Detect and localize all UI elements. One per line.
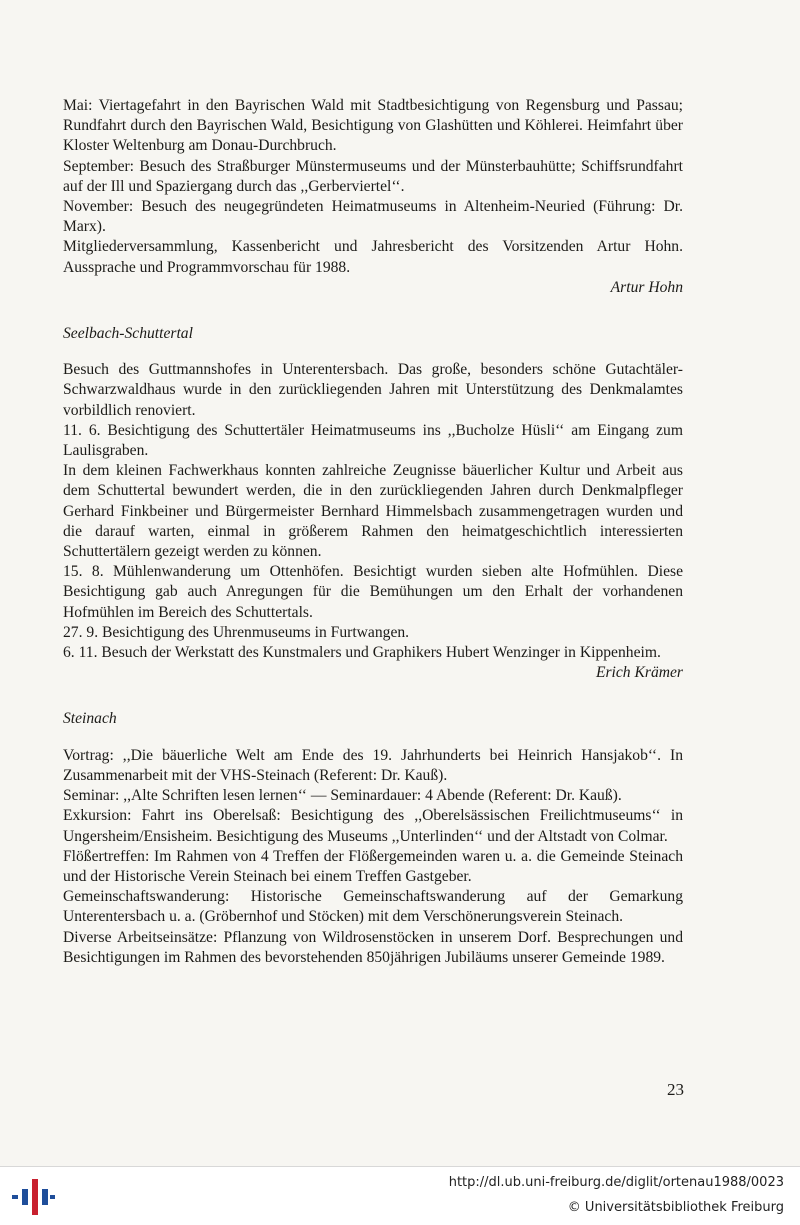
section-title: Steinach — [63, 710, 117, 728]
ub-freiburg-logo-icon — [10, 1177, 56, 1217]
paragraph: Mitgliederversammlung, Kassenbericht und Jahresbericht des Vorsitzenden Artur Hohn. Aussprache und Programmvorschau für 1988. — [63, 238, 683, 276]
paragraph: 6. 11. Besuch der Werkstatt des Kunstmalers und Graphikers Hubert Wenzinger in Kippenheim. — [63, 644, 661, 662]
page-text — [63, 96, 683, 968]
paragraph: Vortrag: ,,Die bäuerliche Welt am Ende des 19. Jahrhunderts bei Heinrich Hansjakob‘‘. In Zusammenarbeit mit der VHS-Steinach (Referent: Dr. Kauß). — [63, 746, 683, 784]
paragraph: Flößertreffen: Im Rahmen von 4 Treffen der Flößergemeinden waren u. a. die Gemeinde Steinach und der Historische Verein Steinach bei einem Treffen Gastgeber. — [63, 847, 683, 885]
paragraph: 11. 6. Besichtigung des Schuttertäler Heimatmuseums ins ,,Bucholze Hüsli‘‘ am Eingang zum Laulisgraben. — [63, 421, 683, 460]
author-signature: Artur Hohn — [610, 278, 683, 296]
source-url-link[interactable]: http://dl.ub.uni-freiburg.de/diglit/ortenau1988/0023 — [448, 1175, 784, 1190]
page-number: 23 — [667, 1080, 684, 1099]
paragraph: September: Besuch des Straßburger Münstermuseums und der Münsterbauhütte; Schiffsrundfahrt auf der Ill und Spaziergang durch das ,,Gerberviertel‘‘. — [63, 157, 683, 195]
paragraph: Seminar: ,,Alte Schriften lesen lernen‘‘ — Seminardauer: 4 Abende (Referent: Dr. Kauß). — [63, 787, 622, 805]
paragraph: Exkursion: Fahrt ins Oberelsaß: Besichtigung des ,,Oberelsässischen Freilichtmuseums‘‘ in Ungersheim/Ensisheim. Besichtigung des Museums ,,Unterlinden‘‘ und der Altstadt von Colmar. — [63, 807, 683, 845]
paragraph: In dem kleinen Fachwerkhaus konnten zahlreiche Zeugnisse bäuerlicher Kultur und Arbeit aus dem Schuttertal bewundert werden, die in den zurückliegenden Jahren durch Denkmalpfleger Gerhard Finkbeiner und Bürgermeister Bernhard Himmelsbach zusammengetragen wurden und die darauf warten, einmal in größerem Rahmen den heimatgeschichtlich interessierten Schuttertälern gezeigt werden zu können. — [63, 462, 683, 561]
paragraph: Diverse Arbeitseinsätze: Pflanzung von Wildrosenstöcken in unserem Dorf. Besprechungen und Besichtigungen im Rahmen des bevorstehenden 850jährigen Jubiläums unserer Gemeinde 1989. — [63, 928, 683, 966]
copyright-notice: © Universitätsbibliothek Freiburg — [567, 1200, 784, 1215]
footer-bar — [0, 1166, 800, 1225]
paragraph: Gemeinschaftswanderung: Historische Gemeinschaftswanderung auf der Gemarkung Unterentersbach u. a. (Gröbernhof und Stöcken) mit dem Verschönerungsverein Steinach. — [63, 888, 683, 926]
paragraph: November: Besuch des neugegründeten Heimatmuseums in Altenheim-Neuried (Führung: Dr. Marx). — [63, 198, 683, 236]
author-signature: Erich Krämer — [595, 664, 683, 682]
paragraph: Mai: Viertagefahrt in den Bayrischen Wald mit Stadtbesichtigung von Regensburg und Passau; Rundfahrt durch den Bayrischen Wald, Besichtigung von Glashütten und Köhlerei. Heimfahrt über Kloster Weltenburg am Donau-Durchbruch. — [63, 97, 683, 155]
section-title: Seelbach-Schuttertal — [63, 325, 193, 343]
paragraph: Besuch des Guttmannshofes in Unterentersbach. Das große, besonders schöne Gutachtäler-Schwarzwaldhaus wurde in den zurückliegenden Jahren mit Unterstützung des Denkmalamtes vorbildlich renoviert. — [63, 361, 683, 419]
paragraph: 15. 8. Mühlenwanderung um Ottenhöfen. Besichtigt wurden sieben alte Hofmühlen. Diese Besichtigung gab auch Anregungen für die Bemühungen um den Erhalt der vorhandenen Hofmühlen im Bereich des Schuttertals. — [63, 563, 683, 621]
paragraph: 27. 9. Besichtigung des Uhrenmuseums in Furtwangen. — [63, 623, 410, 641]
